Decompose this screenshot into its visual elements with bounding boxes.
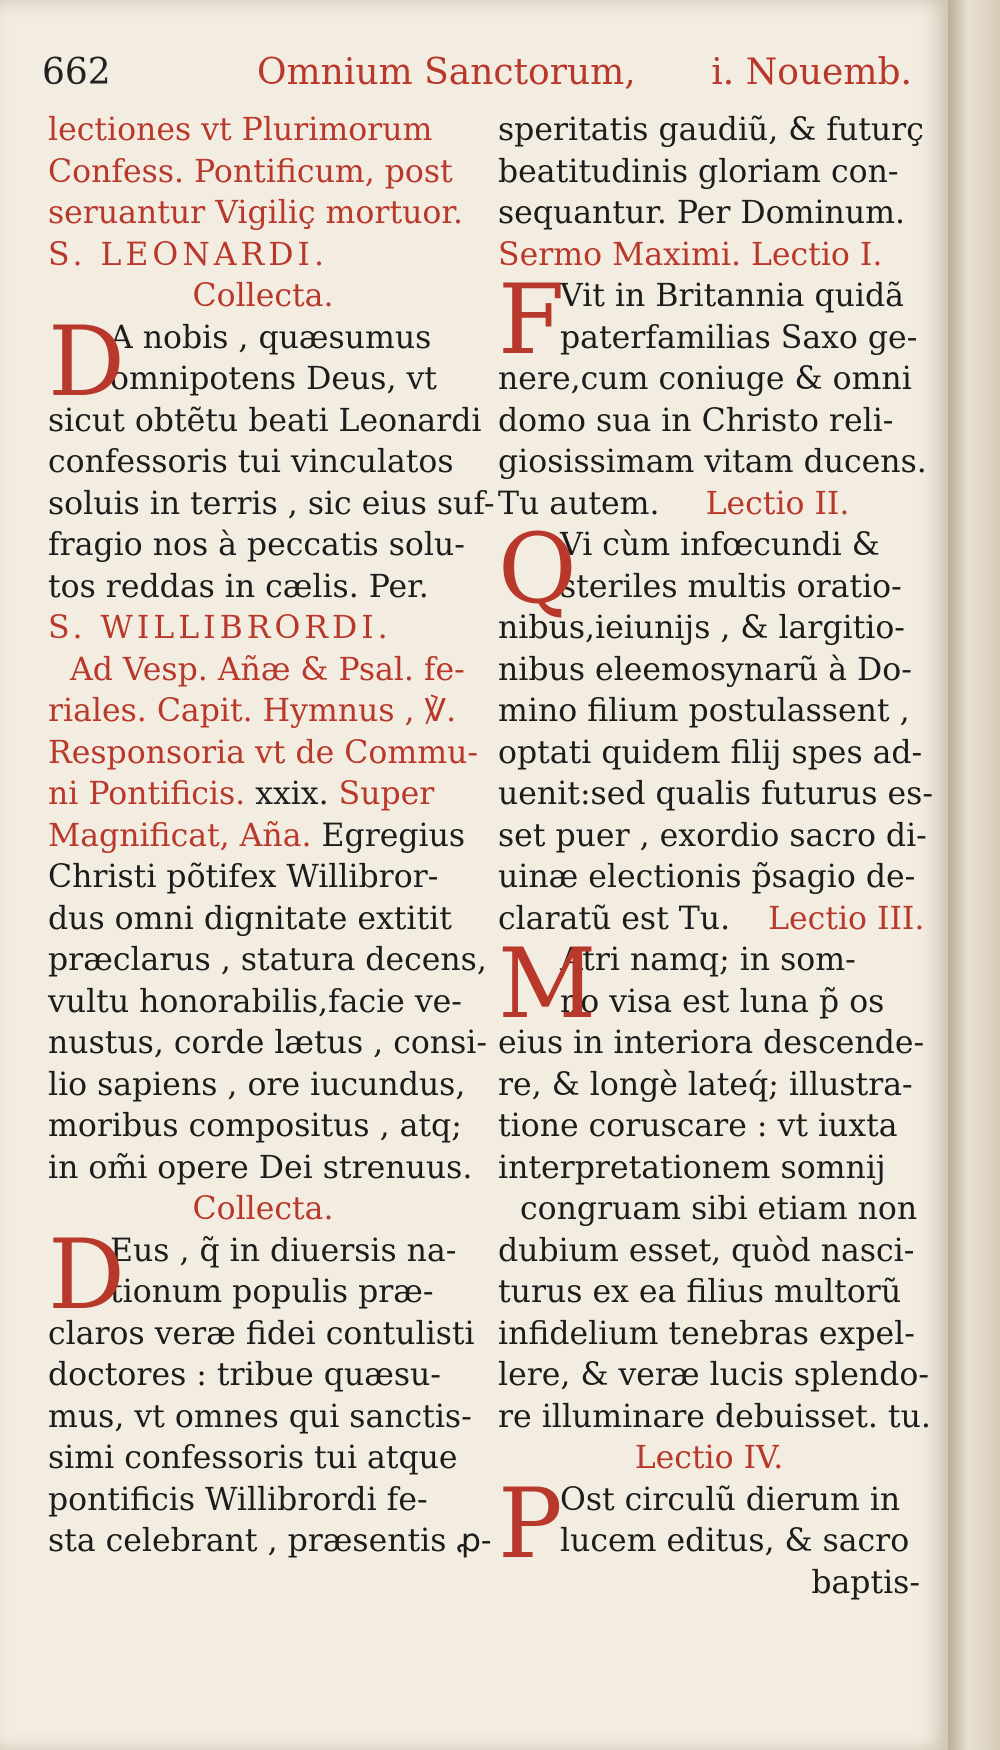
rubric-line: riales. Capit. Hymnus , ℣. — [48, 693, 457, 729]
text-line: moribus compositus , atq; — [48, 1108, 462, 1144]
text-line: tione coruscare : vt iuxta — [498, 1108, 898, 1144]
text-line: paterfamilias Saxo ge- — [560, 319, 918, 356]
text-line: re illuminare debuisset. tu. — [498, 1398, 931, 1435]
page-edge — [948, 0, 1000, 1750]
text-line: tionum populis præ- — [110, 1274, 434, 1310]
text-line: steriles multis oratio- — [560, 568, 902, 605]
text-line: lucem editus, & sacro — [560, 1523, 910, 1559]
tu-autem: Tu autem. — [498, 485, 660, 522]
text-line: sequantur. Per Dominum. — [498, 195, 906, 231]
drop-initial: F — [498, 264, 565, 376]
tu-autem: claratũ est Tu. — [498, 900, 731, 937]
right-column — [498, 110, 933, 1604]
text-line: Vit in Britannia quidã — [560, 278, 904, 314]
text-line: sicut obtẽtu beati Leonardi — [48, 402, 482, 439]
text-line: sta celebrant , præsentis ꝓ- — [48, 1523, 492, 1559]
text-line: speritatis gaudiũ, & futurç — [498, 112, 924, 148]
rubric-line: Responsoria vt de Commu- — [48, 734, 479, 771]
collecta-heading: Collecta. — [192, 278, 334, 314]
text-line: no visa est luna p̃ os — [560, 983, 885, 1020]
text-line: giosissimam vitam ducens. — [498, 444, 927, 480]
prayer-willibrordi — [48, 1218, 492, 1563]
text-line: beatitudinis gloriam con- — [498, 153, 899, 190]
psalm-number: xxix. — [255, 776, 329, 812]
text-line: doctores : tribue quæsu- — [48, 1357, 441, 1393]
text-line: præclarus , statura decens, — [48, 942, 487, 978]
drop-initial: D — [48, 305, 125, 418]
text-line: claros veræ fidei contulisti — [48, 1315, 475, 1352]
header-title: Omnium Sanctorum, — [257, 52, 636, 93]
text-line: set puer , exordio sacro di- — [498, 817, 927, 854]
saint-heading-willibrordi: S. WILLIBRORDI. — [48, 610, 392, 646]
text-line: tos reddas in cælis. Per. — [48, 568, 429, 605]
lectio-4 — [498, 1467, 920, 1580]
text-line: congruam sibi etiam non — [520, 1191, 918, 1227]
text-line: in om̃i opere Dei strenuus. — [48, 1149, 473, 1186]
text-line: Vi cùm infœcundi & — [560, 527, 880, 563]
rubric-line-mixed — [48, 774, 478, 816]
catchword: baptis- — [811, 1564, 920, 1601]
header-date: i. Nouemb. — [711, 52, 912, 93]
text-line: re, & longè lateq́; illustra- — [498, 1066, 913, 1103]
lectio-label: Lectio III. — [768, 900, 925, 937]
text-line: lere, & veræ lucis splendo- — [498, 1357, 929, 1393]
rubric-line: lectiones vt Plurimorum — [48, 112, 433, 148]
text-line: mino filium postulassent , — [498, 693, 910, 729]
text-line: confessoris tui vinculatos — [48, 444, 454, 480]
text-line: dubium esset, quòd nasci- — [498, 1232, 915, 1269]
drop-initial: Q — [498, 513, 577, 625]
text-line: domo sua in Christo reli- — [498, 402, 894, 439]
drop-initial: M — [498, 928, 597, 1040]
running-header — [42, 52, 912, 108]
text-line: Eus , q̃ in diuersis na- — [110, 1232, 457, 1269]
text-line: uenit:sed qualis futurus es- — [498, 776, 933, 812]
rubric-text: ni Pontificis. — [48, 776, 246, 812]
rubric-line: Ad Vesp. Añæ & Psal. fe- — [70, 651, 465, 688]
saint-heading-leonardi: S. LEONARDI. — [48, 236, 328, 273]
text-line: interpretationem somnij — [498, 1149, 886, 1186]
text-line: pontificis Willibrordi fe- — [48, 1481, 428, 1518]
text-line: eius in interiora descende- — [498, 1025, 925, 1061]
left-column — [48, 110, 495, 1563]
text-line: A nobis , quæsumus — [110, 319, 432, 356]
lectio-3 — [498, 928, 931, 1438]
rubric-line: Confess. Pontificum, post — [48, 153, 453, 190]
lectio-label: Lectio IV. — [634, 1440, 784, 1476]
text-line: mus, vt omnes qui sanctis- — [48, 1398, 472, 1435]
rubric-line: seruantur Vigiliç mortuor. — [48, 195, 463, 231]
text-line: omnipotens Deus, vt — [110, 361, 437, 397]
antiphon-text: Egregius — [321, 817, 466, 854]
text-line: simi confessoris tui atque — [48, 1440, 458, 1476]
text-line: nibus eleemosynarũ à Do- — [498, 651, 912, 688]
text-line: turus ex ea filius multorũ — [498, 1274, 902, 1310]
text-line: dus omni dignitate extitit — [48, 900, 452, 937]
text-line: uinæ electionis p̃sagio de- — [498, 859, 916, 895]
text-line: lio sapiens , ore iucundus, — [48, 1066, 466, 1103]
text-line: soluis in terris , sic eius suf- — [48, 485, 495, 522]
text-line: vultu honorabilis,facie ve- — [48, 983, 462, 1020]
lectio-2 — [498, 513, 933, 940]
text-line: Ost circulũ dierum in — [560, 1481, 901, 1518]
magnificat-label: Magnificat, Aña. — [48, 817, 312, 854]
page-number: 662 — [42, 52, 111, 93]
collecta-heading: Collecta. — [192, 1191, 334, 1227]
lectio-label: Lectio II. — [705, 485, 850, 522]
text-line: fragio nos à peccatis solu- — [48, 527, 465, 563]
rubric-text: Super — [338, 776, 435, 812]
drop-initial: D — [48, 1218, 125, 1331]
antiphon-line — [48, 816, 478, 858]
text-line: nibus,ieiunijs , & largitio- — [498, 610, 905, 646]
prayer-leonardi — [48, 305, 495, 609]
drop-initial: P — [498, 1467, 563, 1580]
text-line: infidelium tenebras expel- — [498, 1315, 915, 1352]
sermo-heading: Sermo Maximi. Lectio I. — [498, 236, 883, 273]
lectio-1 — [498, 264, 927, 525]
text-line: nere,cum coniuge & omni — [498, 361, 912, 397]
text-line: nustus, corde lætus , consi- — [48, 1025, 487, 1061]
text-line: Christi põtifex Willibror- — [48, 859, 439, 895]
text-line: optati quidem filij spes ad- — [498, 734, 923, 771]
text-line: Atri namq; in som- — [560, 942, 856, 978]
